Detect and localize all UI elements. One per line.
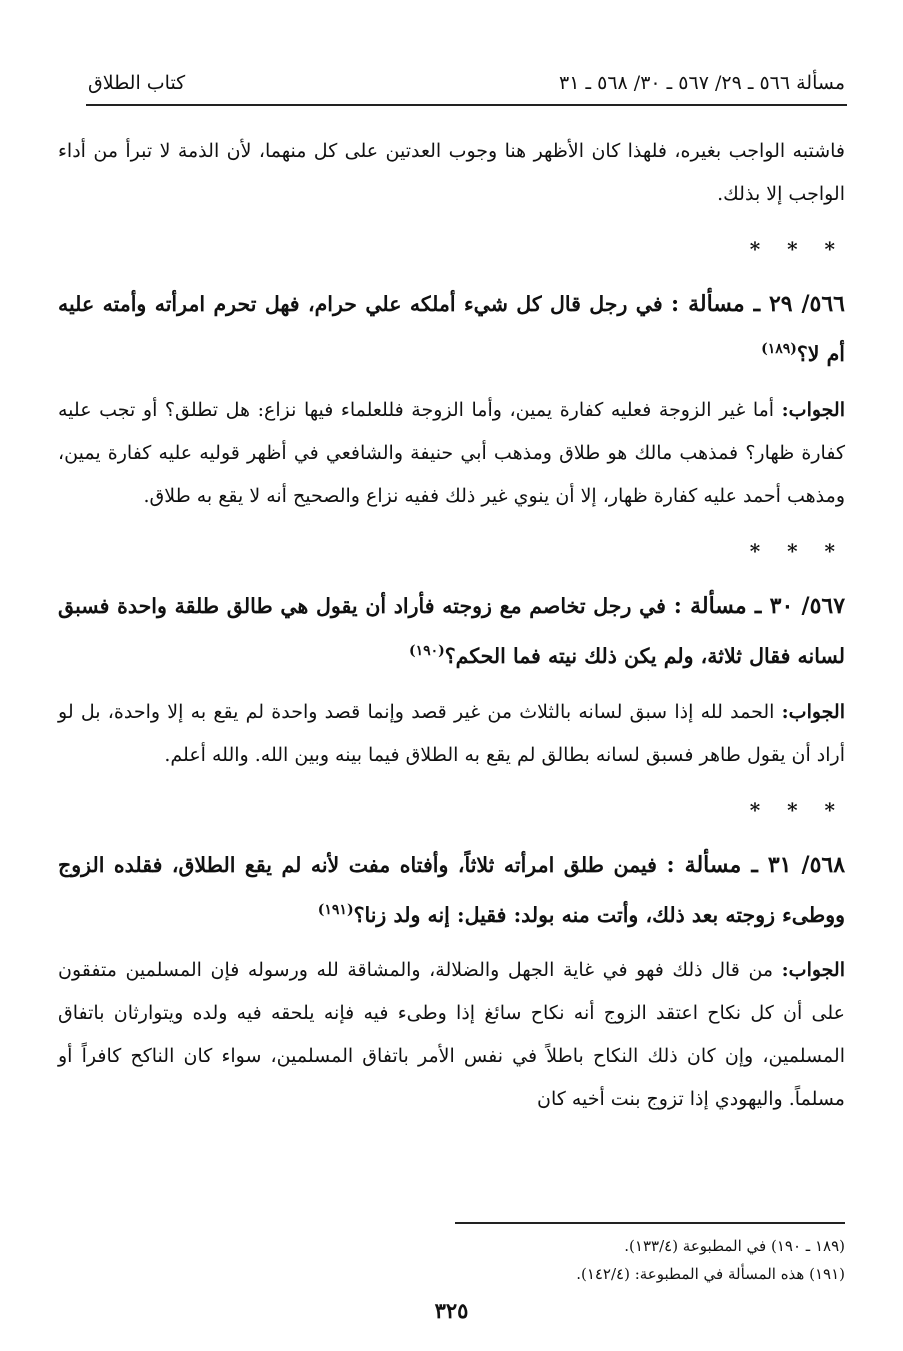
section-separator: * * * (749, 797, 845, 822)
answer-text: أما غير الزوجة فعليه كفارة يمين، وأما الزوجة فللعلماء فيها نزاع: هل تطلق؟ أو تجب عليه كفارة ظهار؟ فمذهب مالك هو طلاق ومذهب أبي حنيفة والشافعي في أظهر قوليه عليه كفارة يمين، ومذهب أحمد عليه كفارة ظهار، إلا أن ينوي غير ذلك ففيه نزاع والصحيح أنه لا يقع به طلاق. (58, 398, 845, 507)
footnote-rule (455, 1222, 845, 1224)
answer-label: الجواب: (781, 700, 845, 723)
question-text: فيمن طلق امرأته ثلاثاً، وأفتاه مفت لأنه لم يقع الطلاق، فقلده الزوج ووطىء زوجته بعد ذلك، وأتت منه بولد: فقيل: إنه ولد زنا؟ (58, 852, 845, 927)
question-text: في رجل تخاصم مع زوجته فأراد أن يقول هي طالق طلقة واحدة فسبق لسانه فقال ثلاثة، ولم يكن ذلك نيته فما الحكم؟ (58, 593, 845, 668)
footnote: (١٨٩ ـ ١٩٠) في المطبوعة (١٣٣/٤). (624, 1237, 845, 1255)
question-number: ٥٦٦/ ٢٩ ـ مسألة : (671, 291, 845, 317)
footnote-ref: (١٩١) (317, 901, 354, 918)
question-number: ٥٦٨/ ٣١ ـ مسألة : (666, 851, 846, 878)
answer-label: الجواب: (781, 398, 845, 421)
answer-label: الجواب: (781, 959, 845, 982)
question-566 (58, 282, 845, 377)
question-567 (58, 584, 845, 679)
header-section-title: مسألة ٥٦٦ ـ ٢٩/ ٥٦٧ ـ ٣٠/ ٥٦٨ ـ ٣١ (559, 72, 845, 94)
answer-567 (58, 691, 845, 777)
question-number: ٥٦٧/ ٣٠ ـ مسألة : (673, 592, 846, 619)
footnotes (300, 1232, 845, 1288)
answer-566 (58, 389, 845, 518)
header-book-title: كتاب الطلاق (88, 72, 186, 94)
section-separator: * * * (749, 538, 845, 563)
question-text: في رجل قال كل شيء أملكه علي حرام، فهل تحرم امرأته وأمته عليه أم لا؟ (58, 292, 845, 366)
header-rule (86, 104, 847, 106)
answer-568 (58, 949, 845, 1121)
section-separator: * * * (749, 237, 845, 261)
answer-text: الحمد لله إذا سبق لسانه بالثلاث من غير قصد وإنما قصد واحدة لم يقع به إلا واحدة، بل لو أراد أن يقول طاهر فسبق لسانه بطالق لم يقع به الطلاق فيما بينه وبين الله. والله أعلم. (58, 700, 845, 766)
answer-text: من قال ذلك فهو في غاية الجهل والضلالة، والمشاقة لله ورسوله فإن المسلمين متفقون على أن كل نكاح اعتقد الزوج أنه نكاح سائغ إذا وطىء فيه فإنه يلحقه فيه ولده ويتوارثان باتفاق المسلمين، وإن كان ذلك النكاح باطلاً في نفس الأمر باتفاق المسلمين، سواء كان الناكح كافراً أو مسلماً. واليهودي إذا تزوج بنت أخيه كان (58, 959, 845, 1111)
intro-paragraph: فاشتبه الواجب بغيره، فلهذا كان الأظهر هنا وجوب العدتين على كل منهما، لأن الذمة لا تبرأ من أداء الواجب إلا بذلك. (58, 140, 845, 205)
footnote: (١٩١) هذه المسألة في المطبوعة: (١٤٢/٤). (576, 1265, 845, 1283)
footnote-ref: (١٩٠) (408, 642, 445, 659)
footnote-ref: (١٨٩) (761, 341, 797, 357)
main-text (58, 130, 845, 1121)
page-number: ٣٢٥ (434, 1298, 469, 1323)
running-header (88, 66, 845, 100)
question-568 (58, 843, 845, 938)
